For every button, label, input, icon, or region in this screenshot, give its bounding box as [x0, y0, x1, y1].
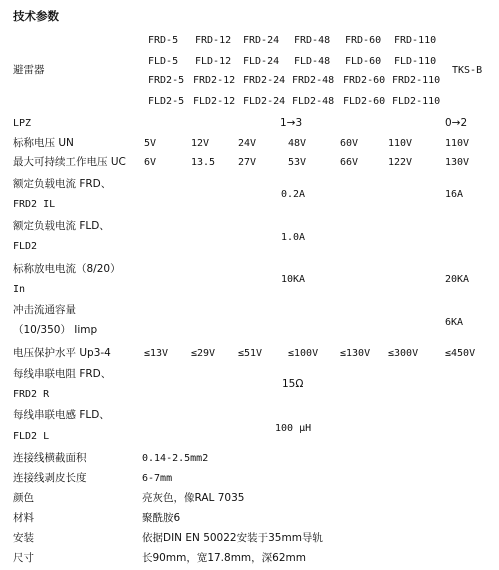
un-value: 24V: [238, 138, 257, 149]
model-cell: FLD2-48: [292, 96, 335, 107]
model-cell: FRD-24: [243, 35, 280, 46]
uc-value: 13.5: [191, 157, 216, 168]
model-cell: FRD-48: [294, 35, 331, 46]
page-title: 技术参数: [13, 9, 59, 23]
in-label: 标称放电电流（8/20）: [13, 263, 121, 275]
imp-label-2: （10/350） Iimp: [13, 324, 98, 336]
un-value: 12V: [191, 138, 210, 149]
up-value: ≤100V: [288, 348, 319, 359]
model-cell: FRD2-24: [243, 75, 286, 86]
il-frd-label-2: FRD2 IL: [13, 199, 56, 210]
il-fld-label: 额定负载电流 FLD、: [13, 220, 110, 232]
spec-label: 材料: [13, 512, 34, 524]
spec-value: 聚酰胺6: [142, 512, 181, 524]
spec-label: 尺寸: [13, 552, 34, 564]
spec-value: 依据DIN EN 50022安装于35mm导轨: [142, 532, 323, 544]
r-value: 15Ω: [282, 378, 304, 390]
tks-label: TKS-B: [452, 65, 483, 76]
up-value: ≤300V: [388, 348, 419, 359]
imp-tks: 6KA: [445, 317, 464, 328]
model-cell: FRD2-110: [392, 75, 441, 86]
il-frd-tks: 16A: [445, 189, 464, 200]
up-label: 电压保护水平 Up3-4: [13, 347, 111, 359]
model-cell: FLD2-110: [392, 96, 441, 107]
uc-label: 最大可持续工作电压 UC: [13, 156, 126, 168]
model-cell: FLD2-60: [343, 96, 386, 107]
model-cell: FRD-110: [394, 35, 437, 46]
spec-label: 连接线横截面积: [13, 452, 87, 464]
spec-value: 长90mm，宽17.8mm，深62mm: [142, 552, 306, 564]
model-cell: FRD2-48: [292, 75, 335, 86]
il-frd-value: 0.2A: [281, 189, 306, 200]
up-tks: ≤450V: [445, 348, 476, 359]
un-value: 60V: [340, 138, 359, 149]
uc-value: 66V: [340, 157, 359, 168]
spec-label: 连接线剥皮长度: [13, 472, 87, 484]
l-label-2: FLD2 L: [13, 431, 50, 442]
up-value: ≤130V: [340, 348, 371, 359]
model-cell: FRD2-5: [148, 75, 185, 86]
spec-label: 安装: [13, 532, 34, 544]
lpz-label: LPZ: [13, 118, 32, 129]
up-value: ≤29V: [191, 348, 216, 359]
model-cell: FLD-12: [195, 56, 232, 67]
r-label-2: FRD2 R: [13, 389, 50, 400]
un-label: 标称电压 UN: [13, 137, 74, 149]
model-cell: FRD2-60: [343, 75, 386, 86]
r-label: 每线串联电阻 FRD、: [13, 368, 112, 380]
in-tks: 20KA: [445, 274, 470, 285]
uc-value: 53V: [288, 157, 307, 168]
in-value: 10KA: [281, 274, 306, 285]
spec-value: 6-7mm: [142, 473, 173, 484]
model-cell: FRD-12: [195, 35, 232, 46]
model-cell: FRD-60: [345, 35, 382, 46]
model-cell: FLD-48: [294, 56, 331, 67]
spec-value: 0.14-2.5mm2: [142, 453, 209, 464]
uc-value: 6V: [144, 157, 157, 168]
model-cell: FLD2-5: [148, 96, 185, 107]
il-fld-value: 1.0A: [281, 232, 306, 243]
il-frd-label: 额定负载电流 FRD、: [13, 178, 112, 190]
un-tks: 110V: [445, 138, 470, 149]
uc-value: 122V: [388, 157, 413, 168]
un-value: 48V: [288, 138, 307, 149]
model-cell: FLD-24: [243, 56, 280, 67]
il-fld-label-2: FLD2: [13, 241, 38, 252]
l-value: 100 μH: [275, 423, 312, 434]
arrester-label: 避雷器: [13, 64, 45, 76]
model-cell: FRD-5: [148, 35, 179, 46]
spec-label: 颜色: [13, 492, 34, 504]
uc-tks: 130V: [445, 157, 470, 168]
imp-label: 冲击流通容量: [13, 304, 76, 316]
un-value: 110V: [388, 138, 413, 149]
up-value: ≤13V: [144, 348, 169, 359]
up-value: ≤51V: [238, 348, 263, 359]
model-cell: FRD2-12: [193, 75, 236, 86]
model-cell: FLD2-12: [193, 96, 236, 107]
model-cell: FLD2-24: [243, 96, 286, 107]
un-value: 5V: [144, 138, 157, 149]
model-cell: FLD-110: [394, 56, 437, 67]
in-label-2: In: [13, 284, 26, 295]
model-cell: FLD-60: [345, 56, 382, 67]
l-label: 每线串联电感 FLD、: [13, 409, 110, 421]
spec-value: 亮灰色，像RAL 7035: [142, 492, 245, 504]
model-cell: FLD-5: [148, 56, 179, 67]
lpz-value: 1→3: [280, 117, 303, 129]
lpz-tks: 0→2: [445, 117, 468, 129]
uc-value: 27V: [238, 157, 257, 168]
